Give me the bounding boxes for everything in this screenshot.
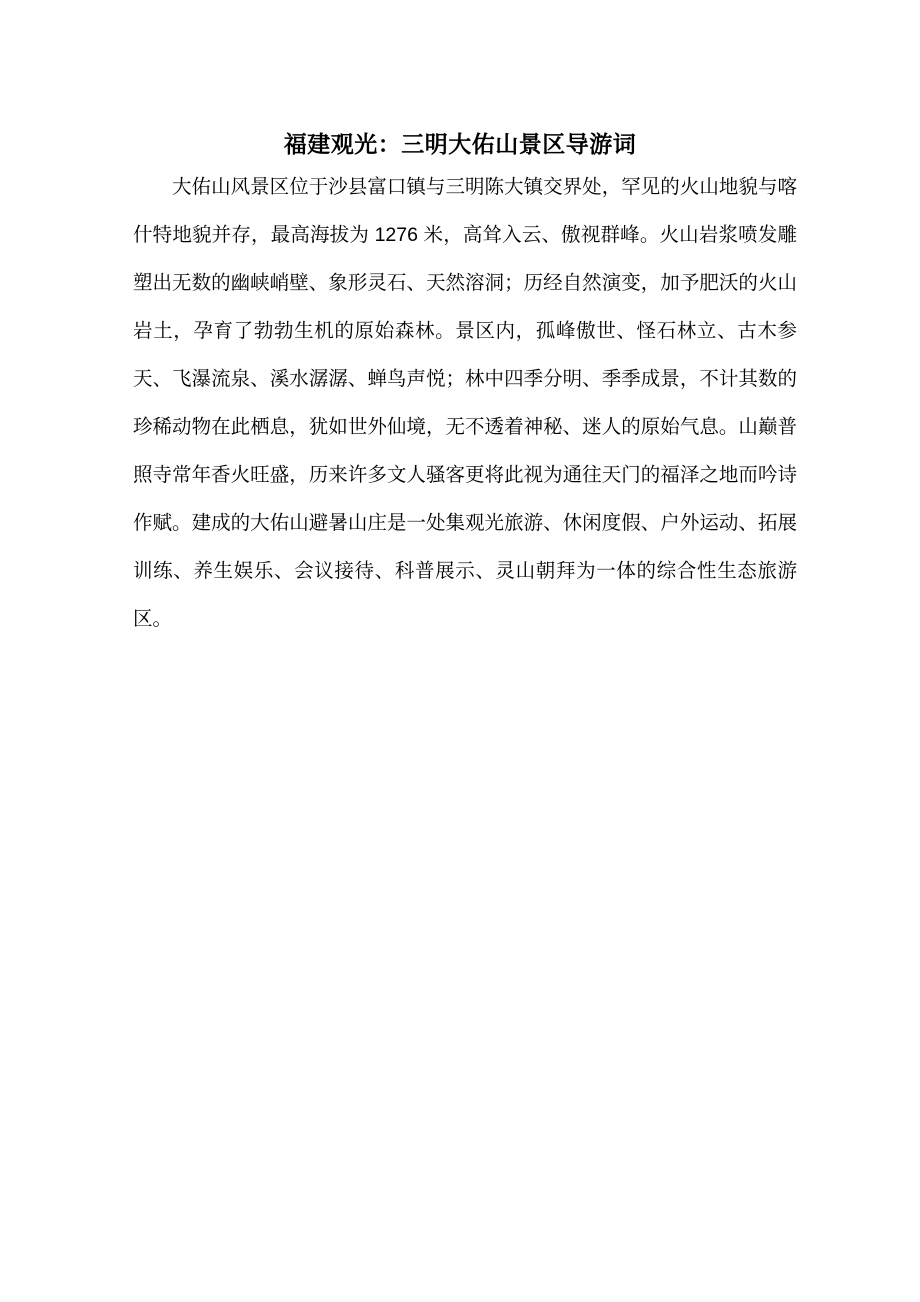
paragraph: 大佑山风景区位于沙县富口镇与三明陈大镇交界处，罕见的火山地貌与喀什特地貌并存，最高海拔为 1276 米，高耸入云、傲视群峰。火山岩浆喷发雕塑出无数的幽峡峭壁、象形灵石、天然溶洞；历经自然演变，加予肥沃的火山岩土，孕育了勃勃生机的原始森林。景区内，孤峰傲世、怪石林立、古木参天、飞瀑流泉、溪水潺潺、蝉鸟声悦；林中四季分明、季季成景，不计其数的珍稀动物在此栖息，犹如世外仙境，无不透着神秘、迷人的原始气息。山巅普照寺常年香火旺盛，历来许多文人骚客更将此视为通往天门的福泽之地而吟诗作赋。建成的大佑山避暑山庄是一处集观光旅游、休闲度假、户外运动、拓展训练、养生娱乐、会议接待、科普展示、灵山朝拜为一体的综合性生态旅游区。 bbox=[133, 176, 797, 630]
document-title: 福建观光：三明大佑山景区导游词 bbox=[283, 131, 637, 158]
document-body bbox=[133, 163, 797, 643]
